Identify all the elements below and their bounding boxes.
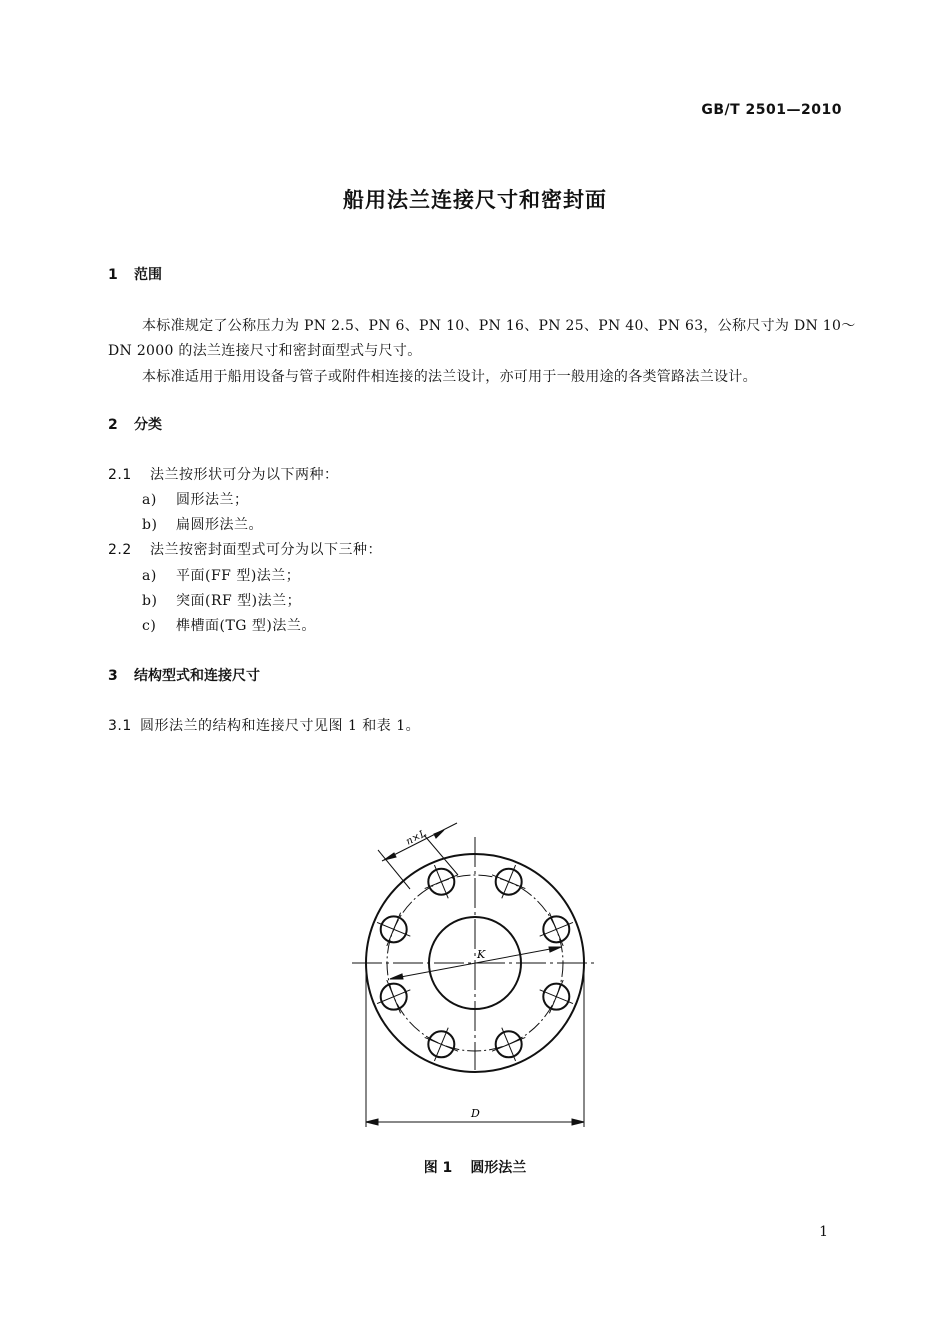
list-item: [142, 590, 301, 610]
section-title: 范围: [134, 267, 162, 283]
d-arrow: [366, 1119, 378, 1125]
hole-arrow: [384, 853, 396, 860]
list-item: [142, 565, 300, 585]
list-item-text: 圆形法兰；: [176, 492, 249, 508]
subsection-number: 2.1: [108, 467, 132, 483]
list-item: [142, 615, 316, 635]
list-item-text: 平面(FF 型)法兰；: [176, 568, 301, 584]
list-item: [142, 514, 263, 534]
subsection-number: 2.2: [108, 542, 132, 558]
list-item-text: 扁圆形法兰。: [176, 517, 263, 533]
section-1-heading: [108, 264, 162, 284]
subsection-number: 3.1: [108, 718, 132, 734]
list-item-label: a): [142, 492, 157, 508]
figure-caption: [0, 1157, 950, 1177]
hole-label: n×L: [404, 828, 429, 848]
k-arrow: [390, 974, 403, 979]
list-item-label: b): [142, 593, 158, 609]
flange-drawing: [340, 815, 610, 1135]
list-item-text: 榫槽面(TG 型)法兰。: [176, 618, 316, 634]
subsection-text: 法兰按密封面型式可分为以下三种：: [150, 542, 382, 558]
list-item: [142, 489, 249, 509]
subsection-2-1: [108, 464, 339, 484]
standard-number: GB/T 2501—2010: [701, 102, 842, 118]
section-3-heading: [108, 665, 260, 685]
scope-paragraph-line2: DN 2000 的法兰连接尺寸和密封面型式与尺寸。: [108, 343, 422, 359]
figure-title: 圆形法兰: [470, 1160, 527, 1176]
section-title: 分类: [134, 417, 162, 433]
d-label: D: [471, 1107, 480, 1120]
list-item-label: c): [142, 618, 157, 634]
subsection-text: 法兰按形状可分为以下两种：: [150, 467, 339, 483]
list-item-label: b): [142, 517, 158, 533]
section-number: 3: [108, 668, 118, 684]
figure-number: 图 1: [423, 1160, 453, 1176]
section-title: 结构型式和连接尺寸: [134, 668, 260, 684]
subsection-3-1: [108, 715, 420, 735]
section-number: 1: [108, 267, 118, 283]
scope-paragraph-2: 本标准适用于船用设备与管子或附件相连接的法兰设计，亦可用于一般用途的各类管路法兰设计。: [142, 369, 757, 385]
scope-paragraph-line1: 本标准规定了公称压力为 PN 2.5、PN 6、PN 10、PN 16、PN 25、PN 40、PN 63，公称尺寸为 DN 10～: [142, 318, 856, 334]
subsection-text: 圆形法兰的结构和连接尺寸见图 1 和表 1。: [140, 718, 421, 734]
d-arrow: [572, 1119, 584, 1125]
subsection-2-2: [108, 539, 382, 559]
page-number: 1: [819, 1224, 828, 1240]
k-label: K: [477, 948, 486, 961]
section-number: 2: [108, 417, 118, 433]
hole-arrow: [434, 830, 444, 838]
section-2-heading: [108, 414, 162, 434]
list-item-label: a): [142, 568, 157, 584]
k-arrow: [549, 947, 561, 952]
page-title: 船用法兰连接尺寸和密封面: [343, 188, 607, 212]
list-item-text: 突面(RF 型)法兰；: [176, 593, 302, 609]
